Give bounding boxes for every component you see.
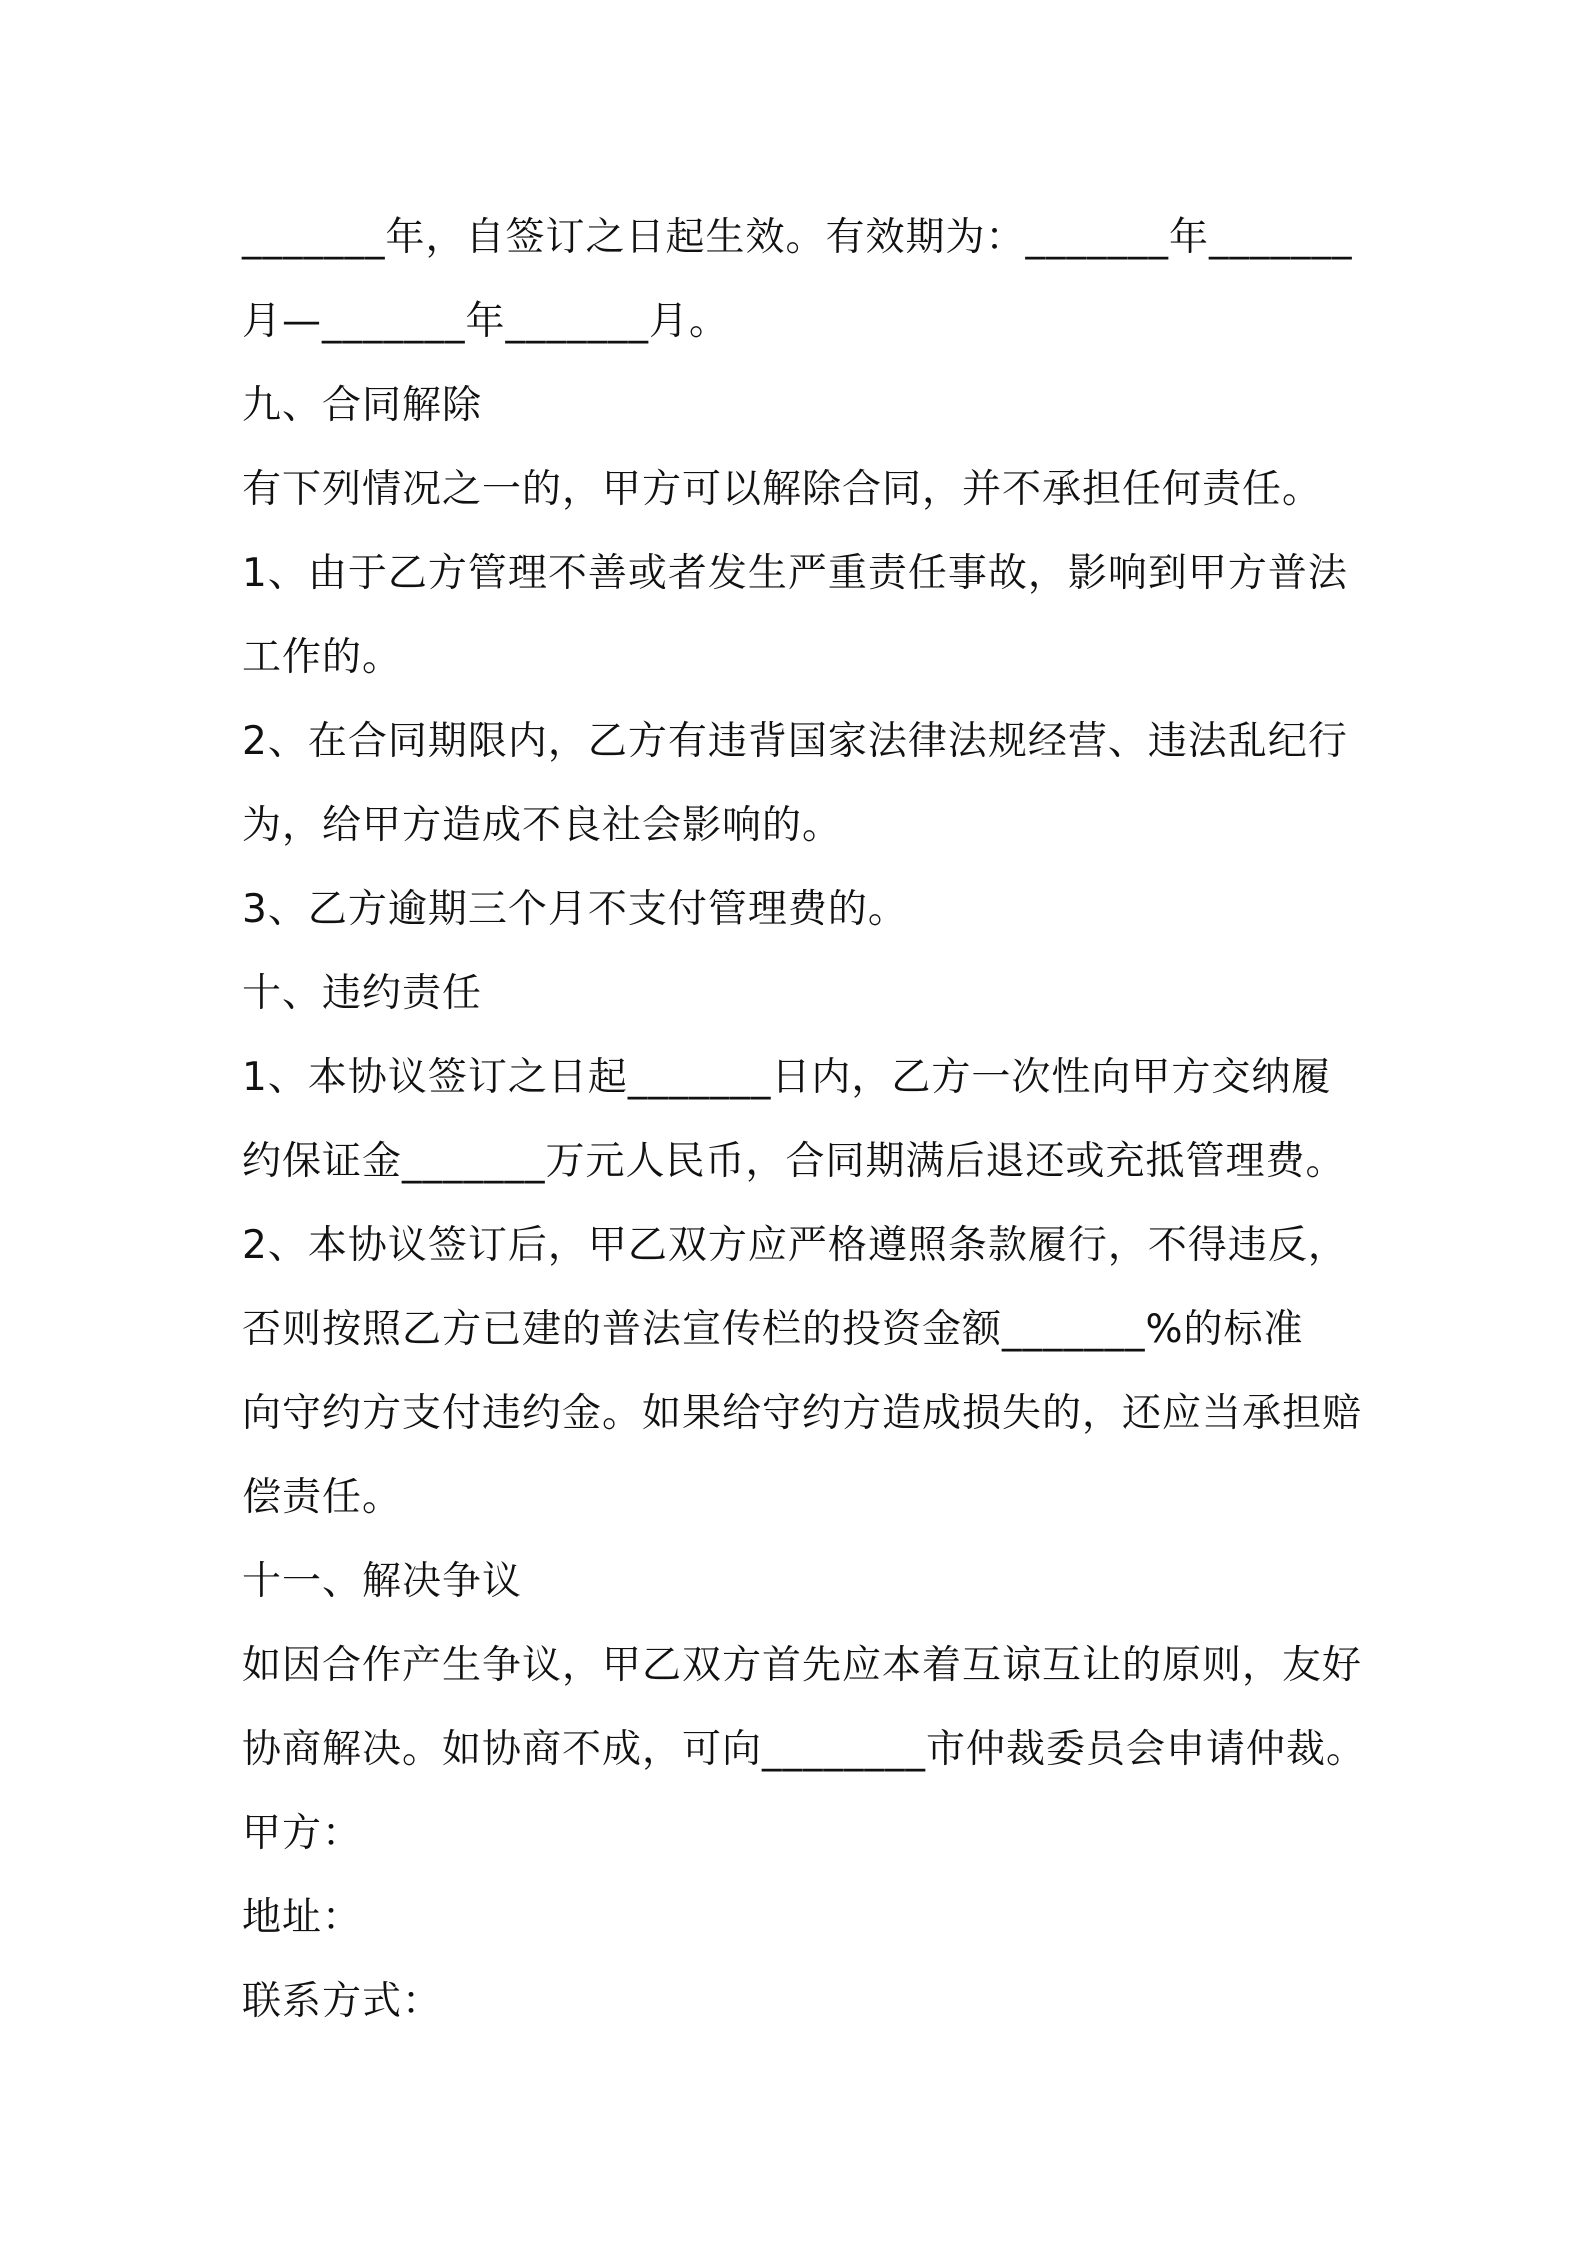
signature-address: 地址： (242, 1895, 363, 1940)
clause-breach-2-cont-b: 向守约方支付违约金。如果给守约方造成损失的，还应当承担赔 (242, 1391, 1363, 1436)
section-heading-breach-liability: 十、违约责任 (242, 971, 483, 1016)
clause-termination-2-cont: 为，给甲方造成不良社会影响的。 (242, 803, 843, 848)
section-heading-contract-termination: 九、合同解除 (242, 383, 483, 428)
clause-termination-1: 1、由于乙方管理不善或者发生严重责任事故，影响到甲方普法 (242, 551, 1348, 596)
text-line-dispute-cont: 协商解决。如协商不成，可向________市仲裁委员会申请仲裁。 (242, 1727, 1367, 1772)
clause-breach-1: 1、本协议签订之日起_______日内，乙方一次性向甲方交纳履 (242, 1055, 1332, 1100)
document-body (242, 196, 1382, 2044)
text-line-validity-period-end: 月—_______年_______月。 (242, 299, 730, 344)
clause-termination-2: 2、在合同期限内，乙方有违背国家法律法规经营、违法乱纪行 (242, 719, 1348, 764)
clause-breach-2-cont-a: 否则按照乙方已建的普法宣传栏的投资金额_______%的标准 (242, 1307, 1304, 1352)
clause-breach-2-cont-c: 偿责任。 (242, 1475, 403, 1520)
signature-party-a: 甲方： (242, 1811, 363, 1856)
clause-breach-1-cont: 约保证金_______万元人民币，合同期满后退还或充抵管理费。 (242, 1139, 1346, 1184)
clause-termination-1-cont: 工作的。 (242, 635, 403, 680)
section-heading-dispute-resolution: 十一、解决争议 (242, 1559, 523, 1604)
clause-termination-3: 3、乙方逾期三个月不支付管理费的。 (242, 887, 908, 932)
text-line-dispute: 如因合作产生争议，甲乙双方首先应本着互谅互让的原则，友好 (242, 1643, 1363, 1688)
signature-contact: 联系方式： (242, 1979, 443, 2024)
text-line-validity-period: _______年，自签订之日起生效。有效期为：_______年_______ (242, 215, 1353, 260)
clause-breach-2: 2、本协议签订后，甲乙双方应严格遵照条款履行，不得违反， (242, 1223, 1348, 1268)
text-line-termination-intro: 有下列情况之一的，甲方可以解除合同，并不承担任何责任。 (242, 467, 1323, 512)
